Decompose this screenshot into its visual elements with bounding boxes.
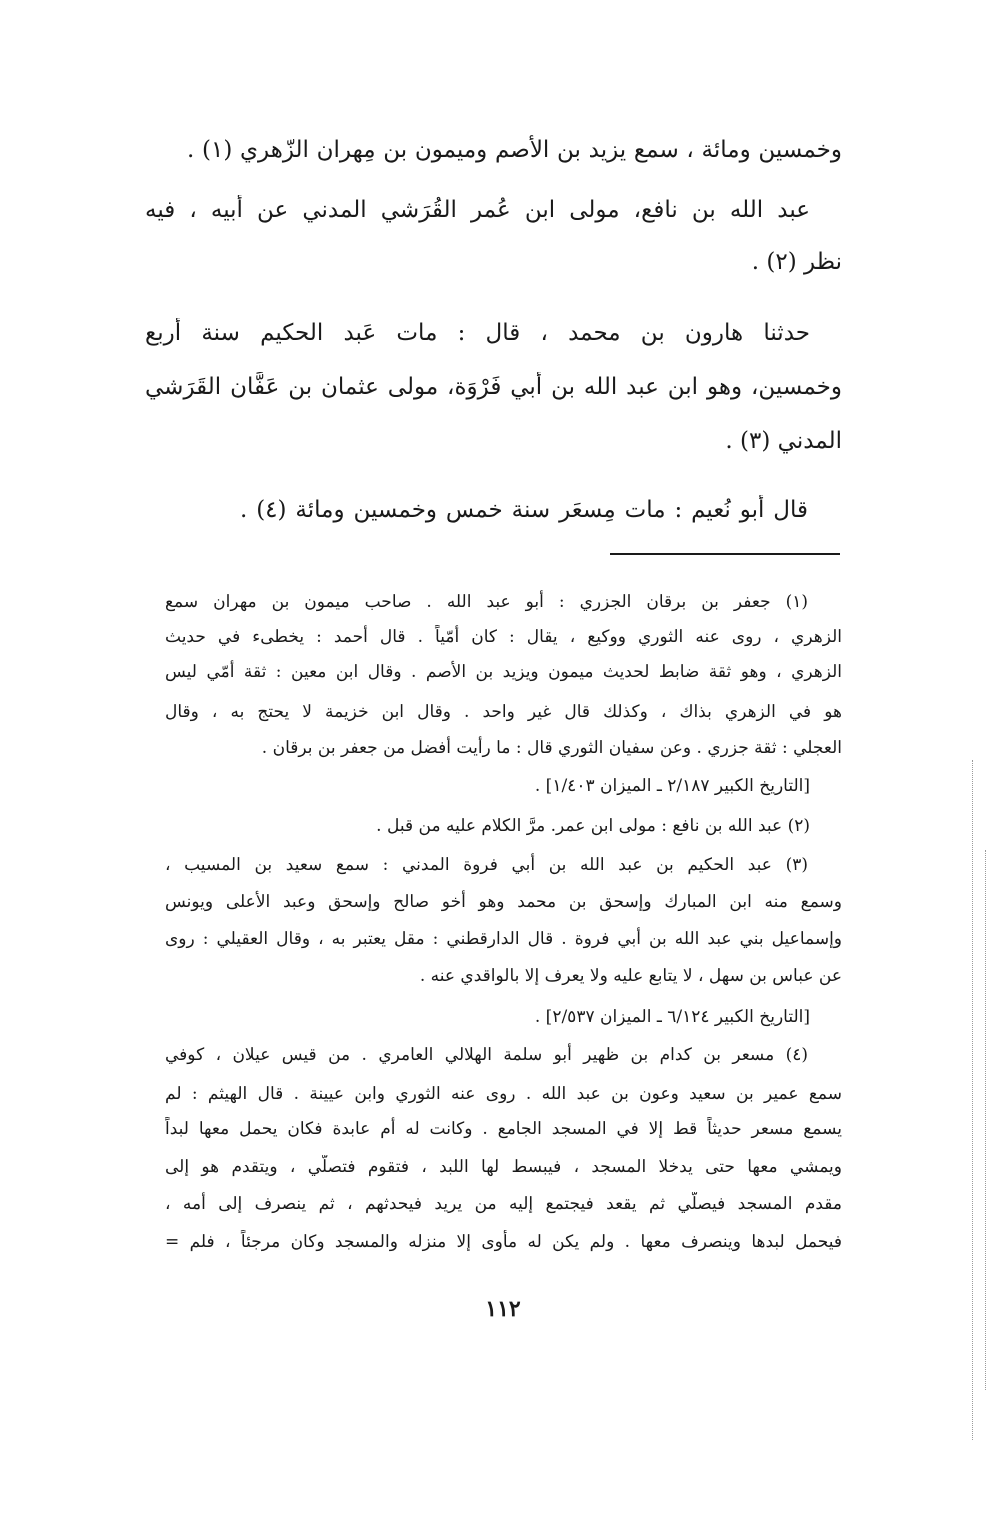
main-text-line: قال أبو نُعيم : مات مِسعَر سنة خمس وخمسين ومائة (٤) .: [240, 497, 808, 523]
main-text-line: حدثنا هارون بن محمد ، قال : مات عَبد الحكيم سنة أربع: [145, 320, 810, 346]
main-text-line: نظر (٢) .: [751, 249, 842, 275]
footnote-line: وسمع منه ابن المبارك وإسحق بن محمد وهو أخو صالح وإسحق وعبد الأعلى ويونس: [165, 892, 842, 912]
footnote-line: مقدم المسجد فيصلّي ثم يقعد فيجتمع إليه من يريد فيحدثهم ، ثم ينصرف إلى أمه ،: [165, 1194, 842, 1214]
footnote-line: الزهري ، روى عنه الثوري ووكيع ، يقال : كان أُمّياً . قال أحمد : يخطىء في حديث: [165, 627, 842, 647]
page-number: ١١٢: [485, 1296, 521, 1322]
main-text-line: وخمسين ومائة ، سمع يزيد بن الأصم وميمون بن مِهران الزّهري (١) .: [187, 137, 842, 163]
footnote-line: فيحمل لبدها وينصرف معها . ولم يكن له مأوى إلا منزله والمسجد وكان مرجئاً ، فلم =: [165, 1232, 842, 1252]
main-text-line: المدني (٣) .: [725, 428, 842, 454]
footnote-separator: [610, 553, 840, 555]
footnote-line: (٤) مسعر بن كدام بن ظهير أبو سلمة الهلالي العامري . من قيس عيلان ، كوفي: [165, 1045, 808, 1065]
footnote-line: هو في الزهري بذاك ، وكذلك قال غير واحد . وقال ابن خزيمة لا يحتج به ، وقال: [165, 702, 842, 722]
footnote-line: [التاريخ الكبير ٢/١٨٧ ـ الميزان ١/٤٠٣] .: [534, 776, 810, 796]
footnote-line: الزهري ، وهو ثقة ضابط لحديث ميمون ويزيد بن الأصم . وقال ابن معين : ثقة أُمّي ليس: [165, 662, 842, 682]
footnote-line: وإسماعيل بني عبد الله بن أبي فروة . قال الدارقطني : مقل يعتبر به ، وقال العقيلي : روى: [165, 929, 842, 949]
footnote-line: يسمع مسعر حديثاً قط إلا في المسجد الجامع . وكانت له أم عابدة فكان يحمل معها لبداً: [165, 1119, 842, 1139]
main-text-line: وخمسين، وهو ابن عبد الله بن أبي فَرْوَة، مولى عثمان بن عَفَّان القَرَشي: [145, 374, 842, 400]
main-text-line: عبد الله بن نافع، مولى ابن عُمر القُرَشي المدني عن أبيه ، فيه: [145, 197, 810, 223]
footnote-line: [التاريخ الكبير ٦/١٢٤ ـ الميزان ٢/٥٣٧] .: [534, 1007, 810, 1027]
scan-edge-line: [972, 760, 973, 1440]
footnote-line: (١) جعفر بن برقان الجزري : أبو عبد الله . صاحب ميمون بن مهران سمع: [165, 592, 808, 612]
scan-edge-line: [985, 850, 986, 1390]
footnote-line: (٢) عبد الله بن نافع : مولى ابن عمر. مرَّ الكلام عليه من قبل .: [376, 816, 810, 836]
footnote-line: ويمشي معها حتى يدخلا المسجد ، فيبسط لها اللبد ، فتقوم فتصلّي ، ويتقدم هو إلى: [165, 1157, 842, 1177]
footnote-line: عن عباس بن سهل ، لا يتابع عليه ولا يعرف إلا بالواقدي عنه .: [419, 966, 842, 986]
footnote-line: (٣) عبد الحكيم بن عبد الله بن أبي فروة المدني : سمع سعيد بن المسيب ،: [165, 855, 808, 875]
footnote-line: سمع عمير بن سعيد وعون بن عبد الله . روى عنه الثوري وابن عيينة . قال الهيثم : لم: [165, 1084, 842, 1104]
footnote-line: العجلي : ثقة جزري . وعن سفيان الثوري قال : ما رأيت أفضل من جعفر بن برقان .: [261, 738, 842, 758]
